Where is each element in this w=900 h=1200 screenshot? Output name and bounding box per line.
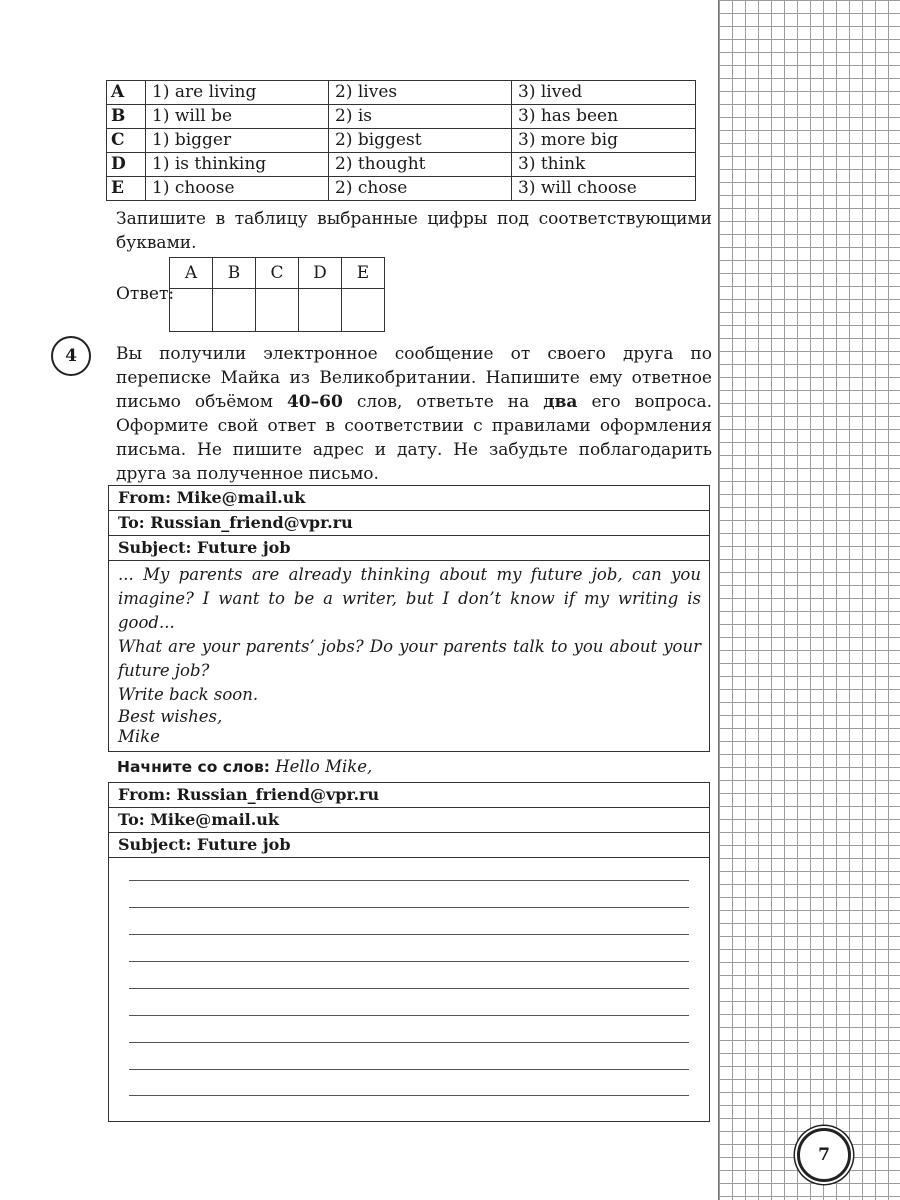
email-to: To: Russian_friend@vpr.ru (109, 511, 709, 536)
table-row (107, 177, 696, 201)
writing-line[interactable] (129, 1095, 689, 1096)
option-3: 3) think (512, 153, 696, 177)
answer-cell-d[interactable] (299, 289, 342, 332)
email-from: From: Mike@mail.uk (109, 486, 709, 511)
option-2: 2) is (329, 105, 512, 129)
reply-to: To: Mike@mail.uk (109, 808, 709, 833)
answer-letter: E (342, 258, 385, 289)
incoming-email (108, 485, 710, 752)
writing-line[interactable] (129, 907, 689, 908)
answer-letter: D (299, 258, 342, 289)
answer-cell-a[interactable] (170, 289, 213, 332)
option-1: 1) choose (146, 177, 329, 201)
writing-line[interactable] (129, 934, 689, 935)
start-with-label: Начните со слов: (117, 758, 270, 776)
option-1: 1) will be (146, 105, 329, 129)
option-letter: D (107, 153, 146, 177)
option-2: 2) lives (329, 81, 512, 105)
word-count-emphasis: 40–60 (286, 392, 343, 412)
answer-letter: B (213, 258, 256, 289)
option-letter: C (107, 129, 146, 153)
option-2: 2) biggest (329, 129, 512, 153)
table-instruction: Запишите в таблицу выбранные цифры под соответствующими буквами. (116, 209, 712, 253)
email-body (109, 561, 709, 751)
option-letter: B (107, 105, 146, 129)
writing-line[interactable] (129, 961, 689, 962)
start-with-phrase: Hello Mike, (275, 757, 373, 776)
answer-input-row (170, 289, 385, 332)
option-2: 2) chose (329, 177, 512, 201)
option-3: 3) will choose (512, 177, 696, 201)
option-letter: A (107, 81, 146, 105)
answer-cell-b[interactable] (213, 289, 256, 332)
email-paragraph: Write back soon. (118, 685, 259, 704)
email-closing: Best wishes, (118, 707, 223, 726)
task-number-badge: 4 (51, 336, 91, 376)
email-signature: Mike (118, 727, 160, 746)
email-subject: Subject: Future job (109, 536, 709, 561)
task-4-instructions (116, 342, 712, 486)
table-row (107, 105, 696, 129)
email-paragraph: ... My parents are already thinking about my future job, can you imagine? I want to be a writer, but I don’t know if my writing is good... (118, 565, 701, 632)
answer-letter: C (256, 258, 299, 289)
task-text-part: Вы получили электронное сообщение от своего друга по переписке Майка из Великобритании. Напишите ему ответное письмо объёмом (116, 344, 712, 412)
writing-line[interactable] (129, 880, 689, 881)
answer-cell-c[interactable] (256, 289, 299, 332)
option-1: 1) bigger (146, 129, 329, 153)
option-1: 1) are living (146, 81, 329, 105)
page-number: 7 (797, 1128, 851, 1182)
option-3: 3) more big (512, 129, 696, 153)
table-row (107, 81, 696, 105)
option-2: 2) thought (329, 153, 512, 177)
answer-table (169, 257, 385, 332)
answer-label: Ответ: (116, 284, 175, 304)
reply-from: From: Russian_friend@vpr.ru (109, 783, 709, 808)
email-paragraph: What are your parents’ jobs? Do your parents talk to you about your future job? (118, 637, 701, 680)
table-row (107, 129, 696, 153)
question-count-emphasis: два (543, 392, 578, 412)
table-row (107, 153, 696, 177)
task-text-part: его вопроса. Оформите свой ответ в соответствии с правилами оформления письма. Не пишите адрес и дату. Не забудьте поблагодарить друга за полученное письмо. (116, 392, 712, 484)
answer-letter: A (170, 258, 213, 289)
reply-subject: Subject: Future job (109, 833, 709, 858)
writing-line[interactable] (129, 1069, 689, 1070)
option-3: 3) has been (512, 105, 696, 129)
options-table (106, 80, 696, 201)
option-3: 3) lived (512, 81, 696, 105)
start-with-hint (117, 757, 372, 776)
option-1: 1) is thinking (146, 153, 329, 177)
option-letter: E (107, 177, 146, 201)
writing-line[interactable] (129, 1015, 689, 1016)
answer-cell-e[interactable] (342, 289, 385, 332)
answer-header-row (170, 258, 385, 289)
reply-email (108, 782, 710, 1122)
margin-grid (718, 0, 900, 1200)
writing-line[interactable] (129, 988, 689, 989)
writing-line[interactable] (129, 1042, 689, 1043)
task-text-part: слов, ответьте на (342, 392, 544, 412)
